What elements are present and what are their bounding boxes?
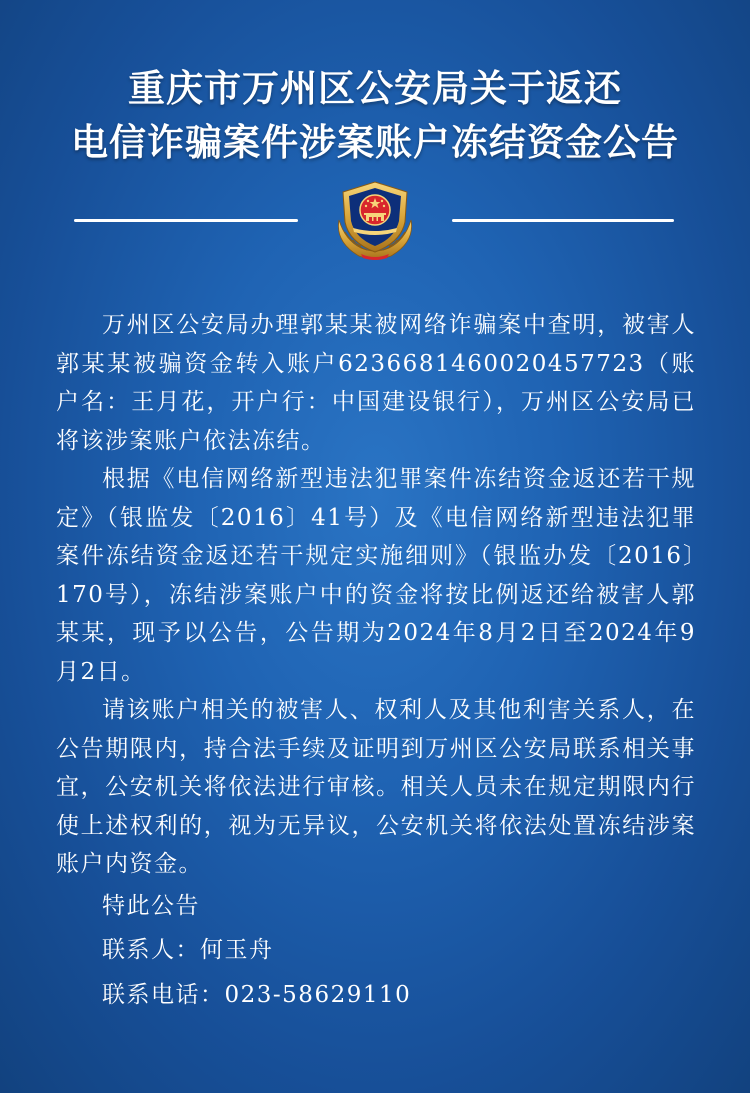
notice-closing: 特此公告: [102, 892, 200, 919]
notice-body: [56, 306, 696, 1014]
contact-person: 联系人：何玉舟: [102, 937, 274, 963]
police-emblem-icon: [331, 180, 419, 262]
notice-paragraph-2: 根据《电信网络新型违法犯罪案件冻结资金返还若干规定》（银监发〔2016〕41号）及《电信网络新型违法犯罪案件冻结资金返还若干规定实施细则》（银监办发〔2016〕170号），冻结涉案账户中的资金将按比例返还给被害人郭某某，现予以公告，公告期为2024年8月2日至2024年9月2日。: [56, 466, 696, 685]
notice-paragraph-3: 请该账户相关的被害人、权利人及其他利害关系人，在公告期限内，持合法手续及证明到万州区公安局联系相关事宜，公安机关将依法进行审核。相关人员未在规定期限内行使上述权利的，视为无异议，公安机关将依法处置冻结涉案账户内资金。: [56, 697, 696, 877]
divider-left: [74, 219, 298, 222]
contact-phone: 联系电话：023-58629110: [102, 981, 412, 1008]
divider-right: [452, 219, 674, 222]
notice-paragraph-1: 万州区公安局办理郭某某被网络诈骗案中查明，被害人郭某某被骗资金转入账户6236681460020457723（账户名：王月花，开户行：中国建设银行），万州区公安局已将该涉案账户依法冻结。: [56, 312, 696, 454]
notice-title-line2: 电信诈骗案件涉案账户冻结资金公告: [71, 121, 679, 164]
notice-title-line1: 重庆市万州区公安局关于返还: [128, 67, 622, 110]
